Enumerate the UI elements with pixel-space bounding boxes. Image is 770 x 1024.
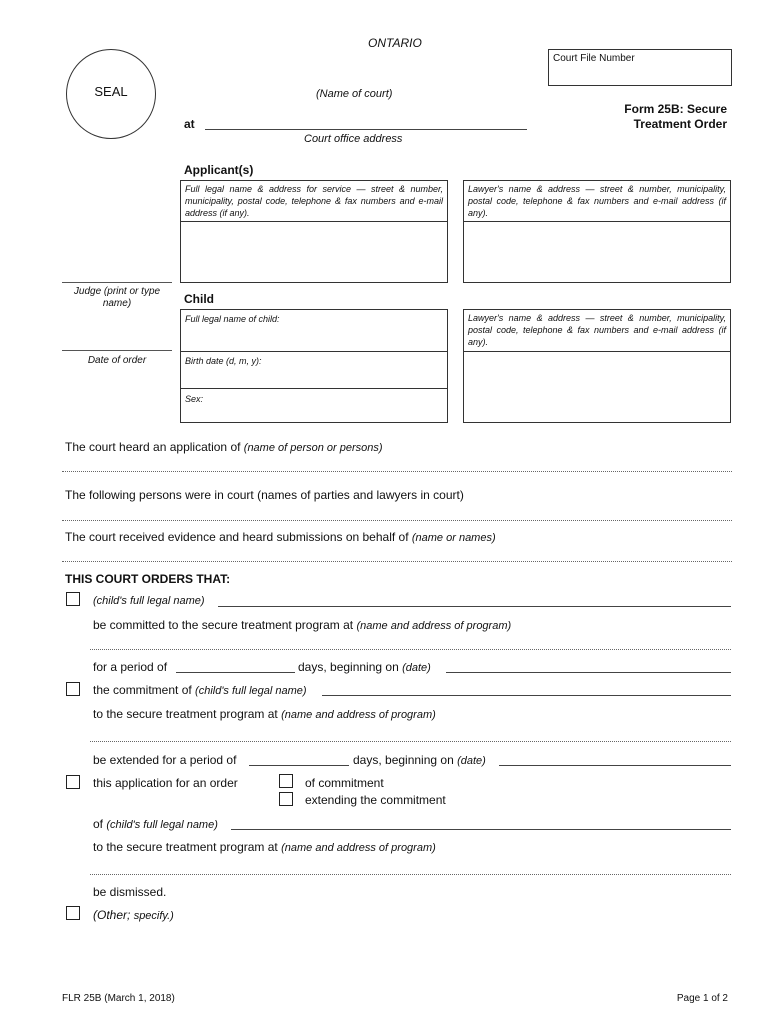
order2-days-line-text (353, 753, 486, 767)
child-heading: Child (184, 292, 214, 306)
order1-committed-text: be committed to the secure treatment program at (93, 618, 357, 632)
order2-commitment-line (93, 683, 307, 697)
order2-extended-text: be extended for a period of (93, 753, 237, 767)
order3-name-label: (child's full legal name) (106, 819, 218, 831)
judge-label: Judge (print or type name) (73, 286, 161, 309)
order4-other-text: (Other; (93, 908, 134, 922)
order3-extending-checkbox[interactable] (279, 792, 293, 806)
applicant-lawyer-box[interactable] (463, 180, 731, 283)
order1-date-line[interactable] (446, 672, 731, 673)
order2-program-line[interactable] (90, 741, 731, 742)
orders-heading: THIS COURT ORDERS THAT: (65, 572, 231, 586)
order3-program-line-text (93, 840, 436, 854)
form-title-line1: Form 25B: Secure (624, 102, 727, 116)
child-birth-label: Birth date (d, m, y): (185, 356, 262, 366)
date-of-order-line[interactable] (62, 350, 172, 351)
order4-checkbox[interactable] (66, 906, 80, 920)
order1-days-text: days, beginning on (298, 660, 403, 674)
order3-of-commitment-checkbox[interactable] (279, 774, 293, 788)
order2-date-label: (date) (457, 755, 486, 767)
heard-line (65, 440, 383, 454)
seal-circle (66, 49, 156, 139)
order1-checkbox[interactable] (66, 592, 80, 606)
heard-fill-line[interactable] (62, 471, 732, 472)
province-title: ONTARIO (368, 36, 422, 50)
applicant-lawyer-box-label: Lawyer's name & address — street & number, municipality, postal code, telephone & fax numbers and e-mail address (if any). (468, 184, 726, 218)
seal-label: SEAL (94, 84, 128, 99)
order3-checkbox[interactable] (66, 775, 80, 789)
order3-name-line[interactable] (231, 829, 731, 830)
court-office-address-line[interactable] (205, 129, 527, 130)
child-name-label: Full legal name of child: (185, 314, 280, 324)
evidence-line (65, 530, 496, 544)
applicant-box[interactable] (180, 180, 448, 283)
order1-program-line[interactable] (90, 649, 731, 650)
court-office-address-label: Court office address (304, 133, 403, 145)
in-court-fill-line[interactable] (62, 520, 732, 521)
heard-italic: (name of person or persons) (243, 442, 383, 454)
name-of-court-label: (Name of court) (316, 88, 393, 100)
child-lawyer-box-label: Lawyer's name & address — street & number, municipality, postal code, telephone & fax numbers and e-mail address (if any). (468, 313, 726, 347)
applicant-box-divider (181, 221, 447, 222)
evidence-text: The court received evidence and heard submissions on behalf of (65, 530, 412, 544)
footer-form-code: FLR 25B (March 1, 2018) (62, 993, 175, 1004)
order2-name-line[interactable] (322, 695, 731, 696)
order2-program-line-text (93, 707, 436, 721)
form-title-line2: Treatment Order (633, 117, 727, 131)
order3-program-line[interactable] (90, 874, 731, 875)
order1-name-label: (child's full legal name) (93, 595, 205, 607)
order1-name-line[interactable] (218, 606, 731, 607)
order3-to-program-text: to the secure treatment program at (93, 840, 282, 854)
order3-of-commitment-text: of commitment (305, 776, 384, 790)
order3-of-line (93, 817, 218, 831)
evidence-fill-line[interactable] (62, 561, 732, 562)
in-court-text: The following persons were in court (names of parties and lawyers in court) (65, 488, 464, 502)
footer-page-number: Page 1 of 2 (676, 993, 728, 1004)
order3-of-text: of (93, 817, 107, 831)
order3-application-text: this application for an order (93, 776, 238, 790)
order4-other-line (93, 908, 174, 922)
order1-days-line[interactable] (176, 672, 295, 673)
judge-signature-line[interactable] (62, 282, 172, 283)
applicant-box-label: Full legal name & address for service — street & number, municipality, postal code, telephone & fax numbers and e-mail address (if any). (185, 184, 443, 218)
order2-days-line[interactable] (249, 765, 349, 766)
order2-date-line[interactable] (499, 765, 731, 766)
order3-extending-text: extending the commitment (305, 793, 446, 807)
applicants-heading: Applicant(s) (184, 163, 254, 177)
order3-dismissed-text: be dismissed. (93, 885, 167, 899)
court-file-number-label: Court File Number (553, 53, 635, 64)
child-box-divider-2 (181, 388, 447, 389)
order2-program-label: (name and address of program) (281, 709, 436, 721)
child-lawyer-box[interactable] (463, 309, 731, 423)
child-lawyer-box-divider (464, 351, 730, 352)
order3-program-label: (name and address of program) (281, 842, 436, 854)
evidence-italic: (name or names) (411, 532, 496, 544)
at-label: at (184, 117, 195, 131)
order2-days-text: days, beginning on (353, 753, 458, 767)
order2-to-program-text: to the secure treatment program at (93, 707, 282, 721)
child-sex-label: Sex: (185, 394, 204, 404)
child-box[interactable] (180, 309, 448, 423)
court-file-number-field[interactable] (548, 49, 732, 86)
order2-checkbox[interactable] (66, 682, 80, 696)
child-box-divider-1 (181, 351, 447, 352)
date-of-order-label: Date of order (87, 355, 147, 366)
order2-commitment-text: the commitment of (93, 683, 196, 697)
order1-days-line-text (298, 660, 431, 674)
order1-period-text: for a period of (93, 660, 168, 674)
applicant-lawyer-box-divider (464, 221, 730, 222)
order1-committed-line (93, 618, 511, 632)
heard-text: The court heard an application of (65, 440, 244, 454)
order4-specify-text: specify.) (133, 910, 174, 922)
order1-date-label: (date) (402, 662, 431, 674)
order1-program-label: (name and address of program) (356, 620, 512, 632)
order2-name-label: (child's full legal name) (195, 685, 307, 697)
